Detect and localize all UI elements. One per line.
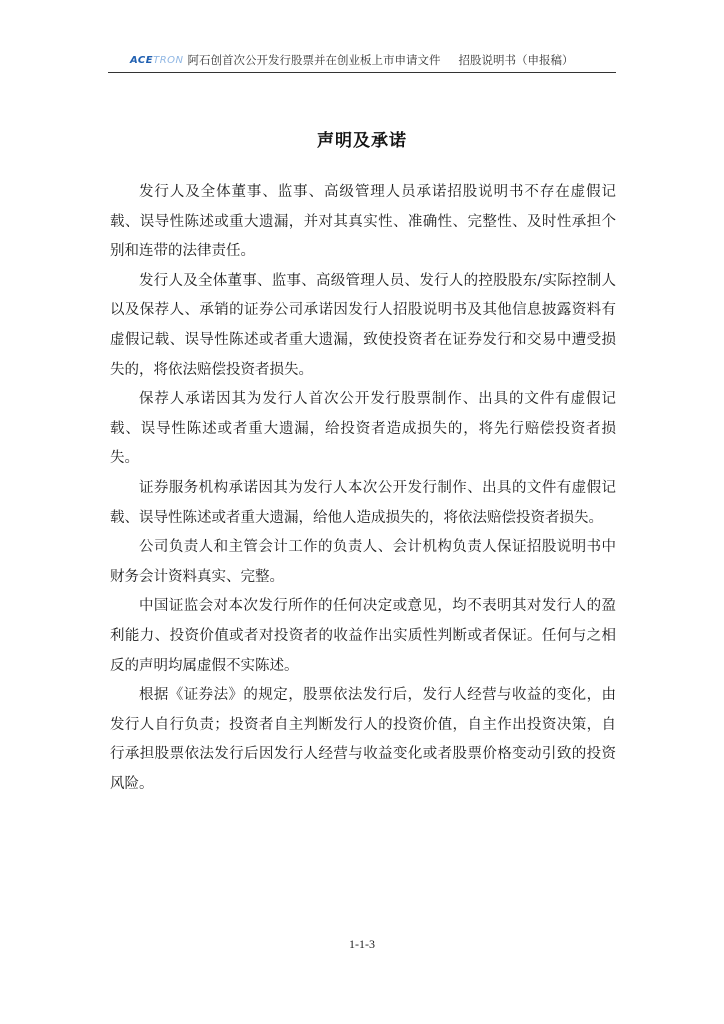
statement-body xyxy=(110,178,616,799)
paragraph-4: 证券服务机构承诺因其为发行人本次公开发行制作、出具的文件有虚假记载、误导性陈述或者重大遗漏，给他人造成损失的，将依法赔偿投资者损失。 xyxy=(110,479,616,526)
paragraph-1: 发行人及全体董事、监事、高级管理人员承诺招股说明书不存在虚假记载、误导性陈述或重大遗漏，并对其真实性、准确性、完整性、及时性承担个别和连带的法律责任。 xyxy=(110,184,616,260)
paragraph-7: 根据《证券法》的规定，股票依法发行后，发行人经营与收益的变化，由发行人自行负责；投资者自主判断发行人的投资价值，自主作出投资决策，自行承担股票依法发行后因发行人经营与收益变化或者股票价格变动引致的投资风险。 xyxy=(110,687,616,792)
paragraph-3: 保荐人承诺因其为发行人首次公开发行股票制作、出具的文件有虚假记载、误导性陈述或者重大遗漏，给投资者造成损失的，将先行赔偿投资者损失。 xyxy=(110,391,616,467)
header-divider xyxy=(108,72,616,73)
page-number: 1-1-3 xyxy=(349,937,375,951)
logo-tron-text: TRON xyxy=(153,54,184,66)
page-title: 声明及承诺 xyxy=(317,131,407,151)
header-title: 阿石创首次公开发行股票并在创业板上市申请文件 xyxy=(187,53,441,67)
page-header xyxy=(108,50,616,70)
paragraph-2: 发行人及全体董事、监事、高级管理人员、发行人的控股股东/实际控制人以及保荐人、承销的证券公司承诺因发行人招股说明书及其他信息披露资料有虚假记载、误导性陈述或者重大遗漏，致使投资者在证券发行和交易中遭受损失的，将依法赔偿投资者损失。 xyxy=(110,272,616,378)
paragraph-5: 公司负责人和主管会计工作的负责人、会计机构负责人保证招股说明书中财务会计资料真实、完整。 xyxy=(110,539,616,585)
company-logo xyxy=(130,55,184,66)
header-doc-type: 招股说明书（申报稿） xyxy=(458,53,574,67)
logo-ace-text: ACE xyxy=(130,54,154,66)
paragraph-6: 中国证监会对本次发行所作的任何决定或意见，均不表明其对发行人的盈利能力、投资价值或者对投资者的收益作出实质性判断或者保证。任何与之相反的声明均属虚假不实陈述。 xyxy=(110,598,616,674)
